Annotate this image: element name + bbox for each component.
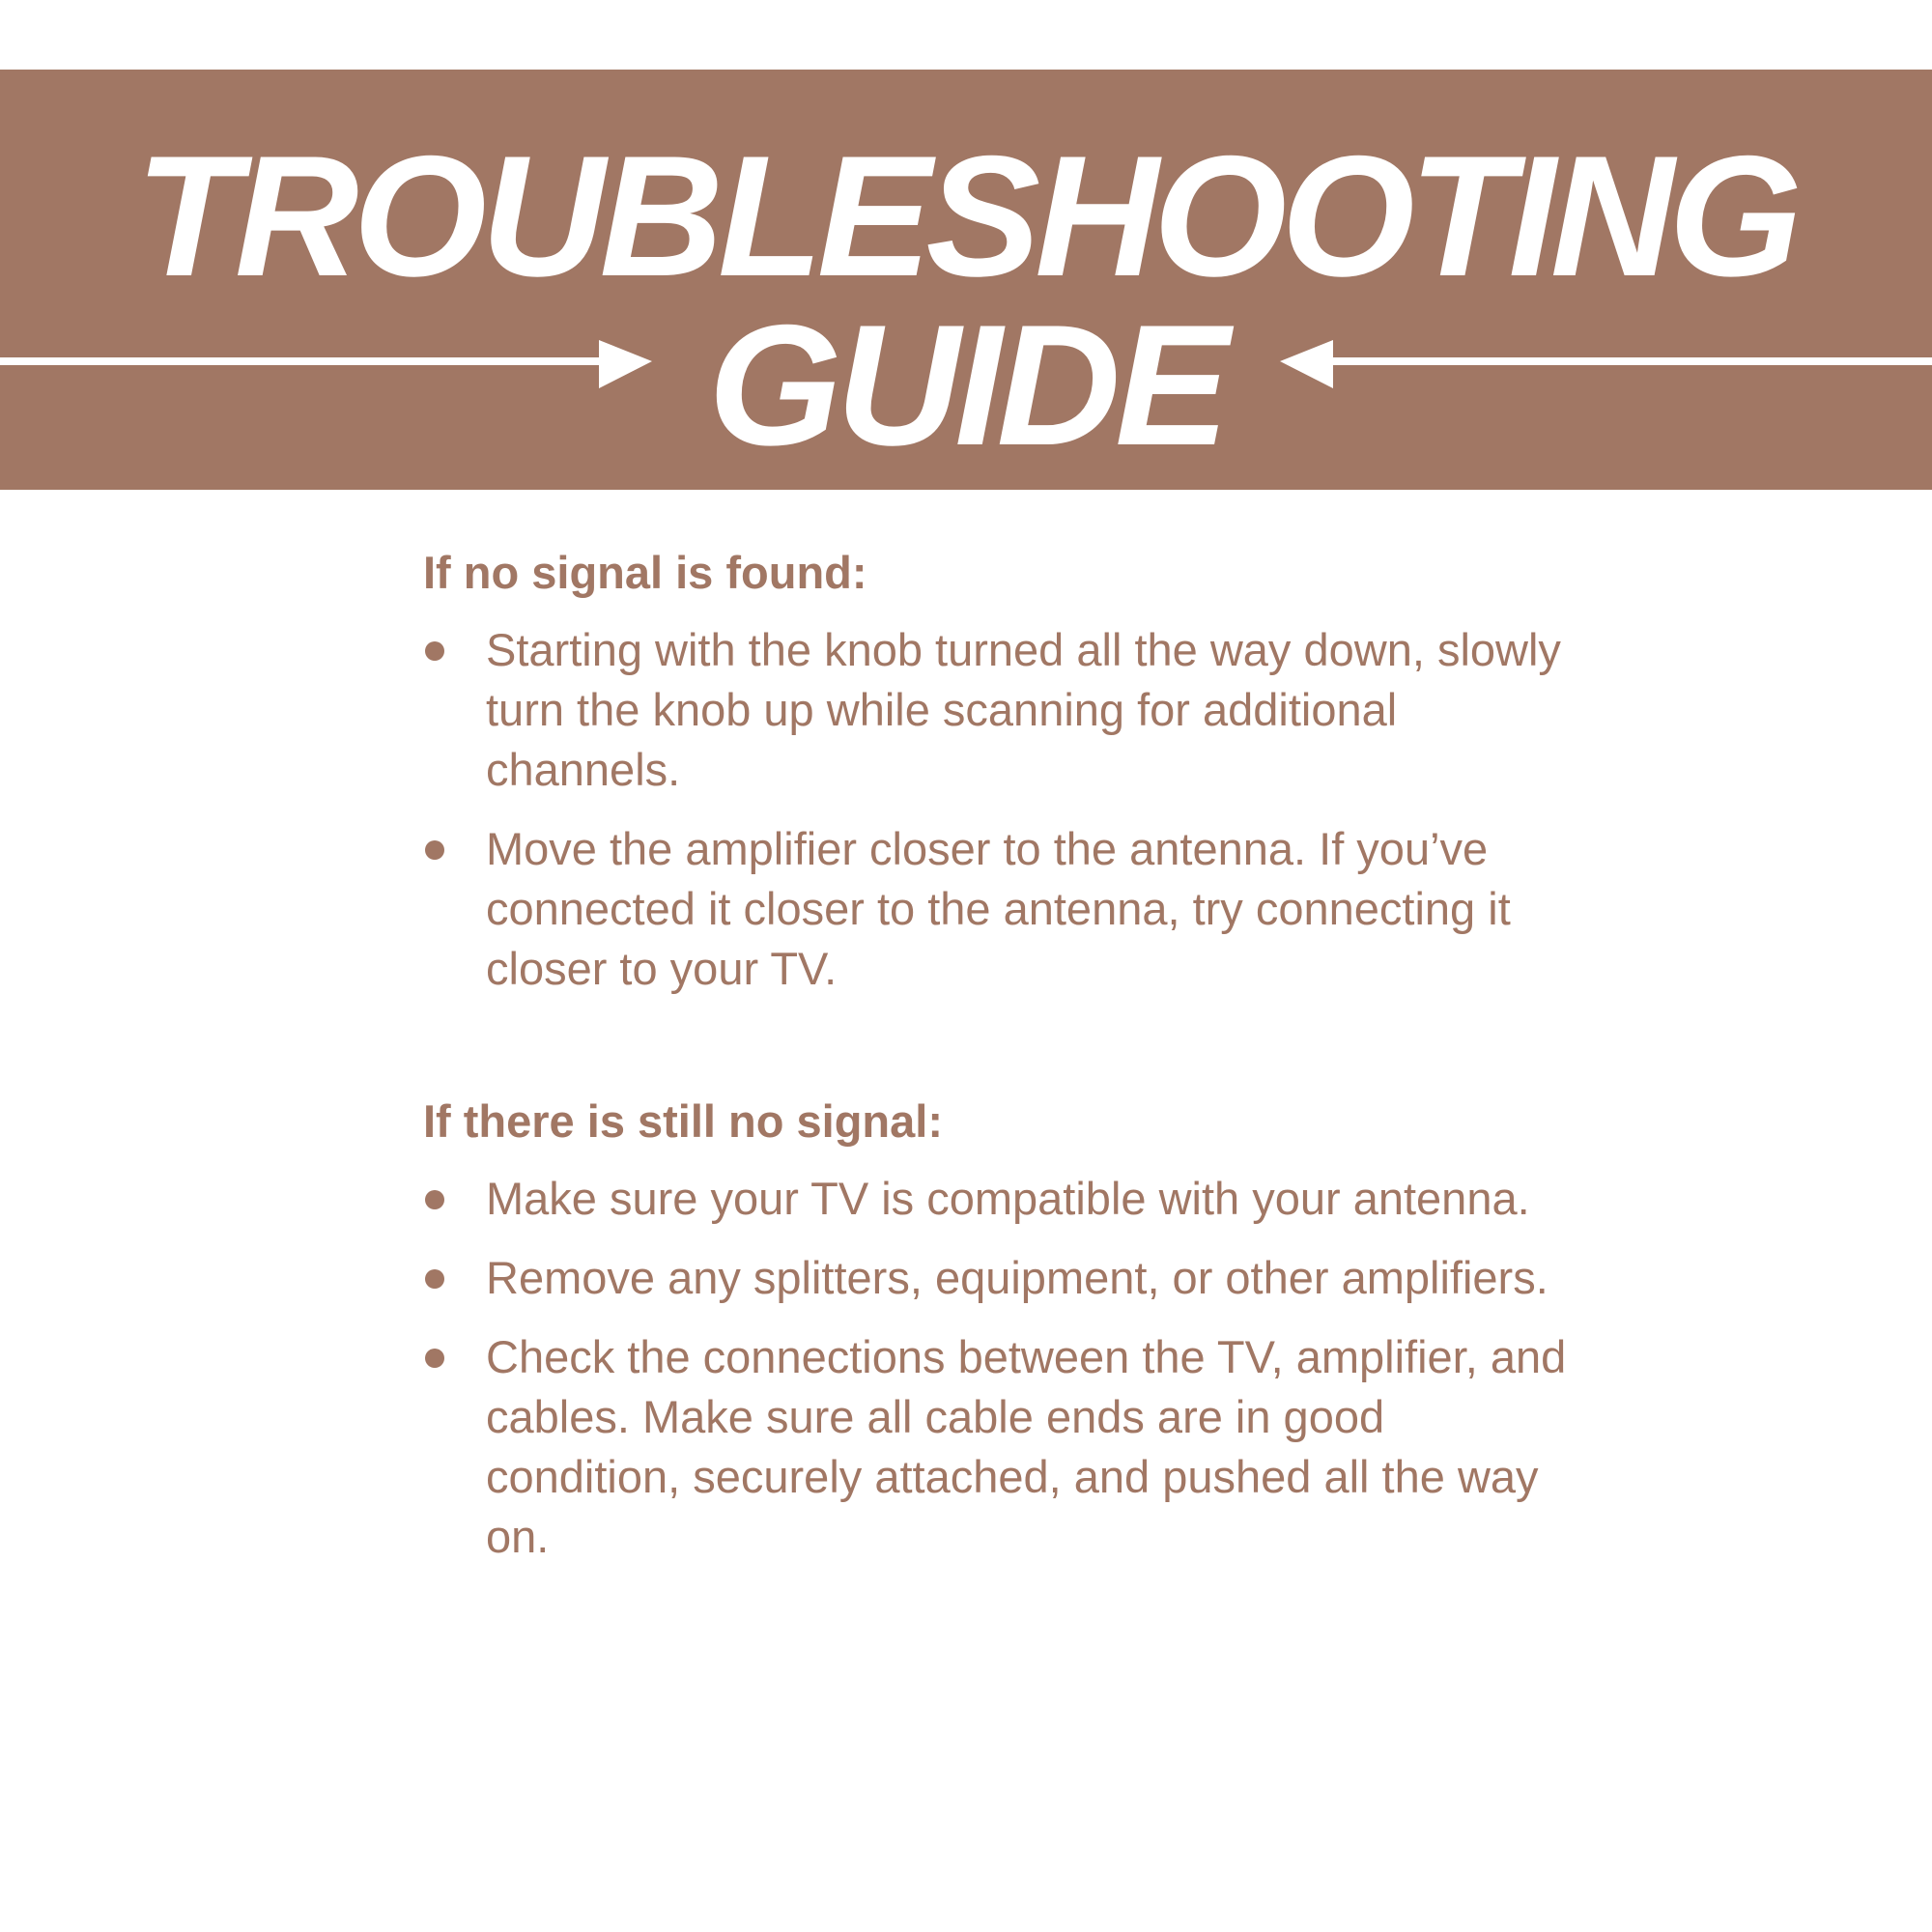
bullet-icon [425, 1269, 444, 1289]
list-item [423, 1169, 1582, 1229]
section-still-no-signal [423, 1090, 1582, 1567]
section-no-signal-found [423, 541, 1582, 999]
page-title-line-1: TROUBLESHOOTING [135, 120, 1797, 312]
title-banner [0, 70, 1932, 490]
list-item [423, 1327, 1582, 1567]
bullet-icon [425, 840, 444, 860]
section-heading: If no signal is found: [423, 547, 867, 598]
list-item-text: Move the amplifier closer to the antenna. If you’ve connected it closer to the antenna, try connecting it closer to your TV. [486, 823, 1511, 994]
bullet-icon [425, 1349, 444, 1368]
list-item-text: Remove any splitters, equipment, or other amplifiers. [486, 1252, 1548, 1303]
list-item-text: Make sure your TV is compatible with your antenna. [486, 1173, 1530, 1224]
list-item-text: Starting with the knob turned all the way down, slowly turn the knob up while scanning for additional channels. [486, 624, 1561, 795]
section-heading: If there is still no signal: [423, 1095, 943, 1147]
bullet-icon [425, 1190, 444, 1209]
guide-content [423, 541, 1582, 1658]
list-item [423, 819, 1582, 999]
page-title-line-2: GUIDE [708, 289, 1224, 481]
bullet-list [423, 1169, 1582, 1567]
list-item [423, 1248, 1582, 1308]
bullet-list [423, 620, 1582, 999]
list-item [423, 620, 1582, 800]
bullet-icon [425, 641, 444, 661]
list-item-text: Check the connections between the TV, amplifier, and cables. Make sure all cable ends are in good condition, securely attached, and pushed all the way on. [486, 1331, 1567, 1562]
